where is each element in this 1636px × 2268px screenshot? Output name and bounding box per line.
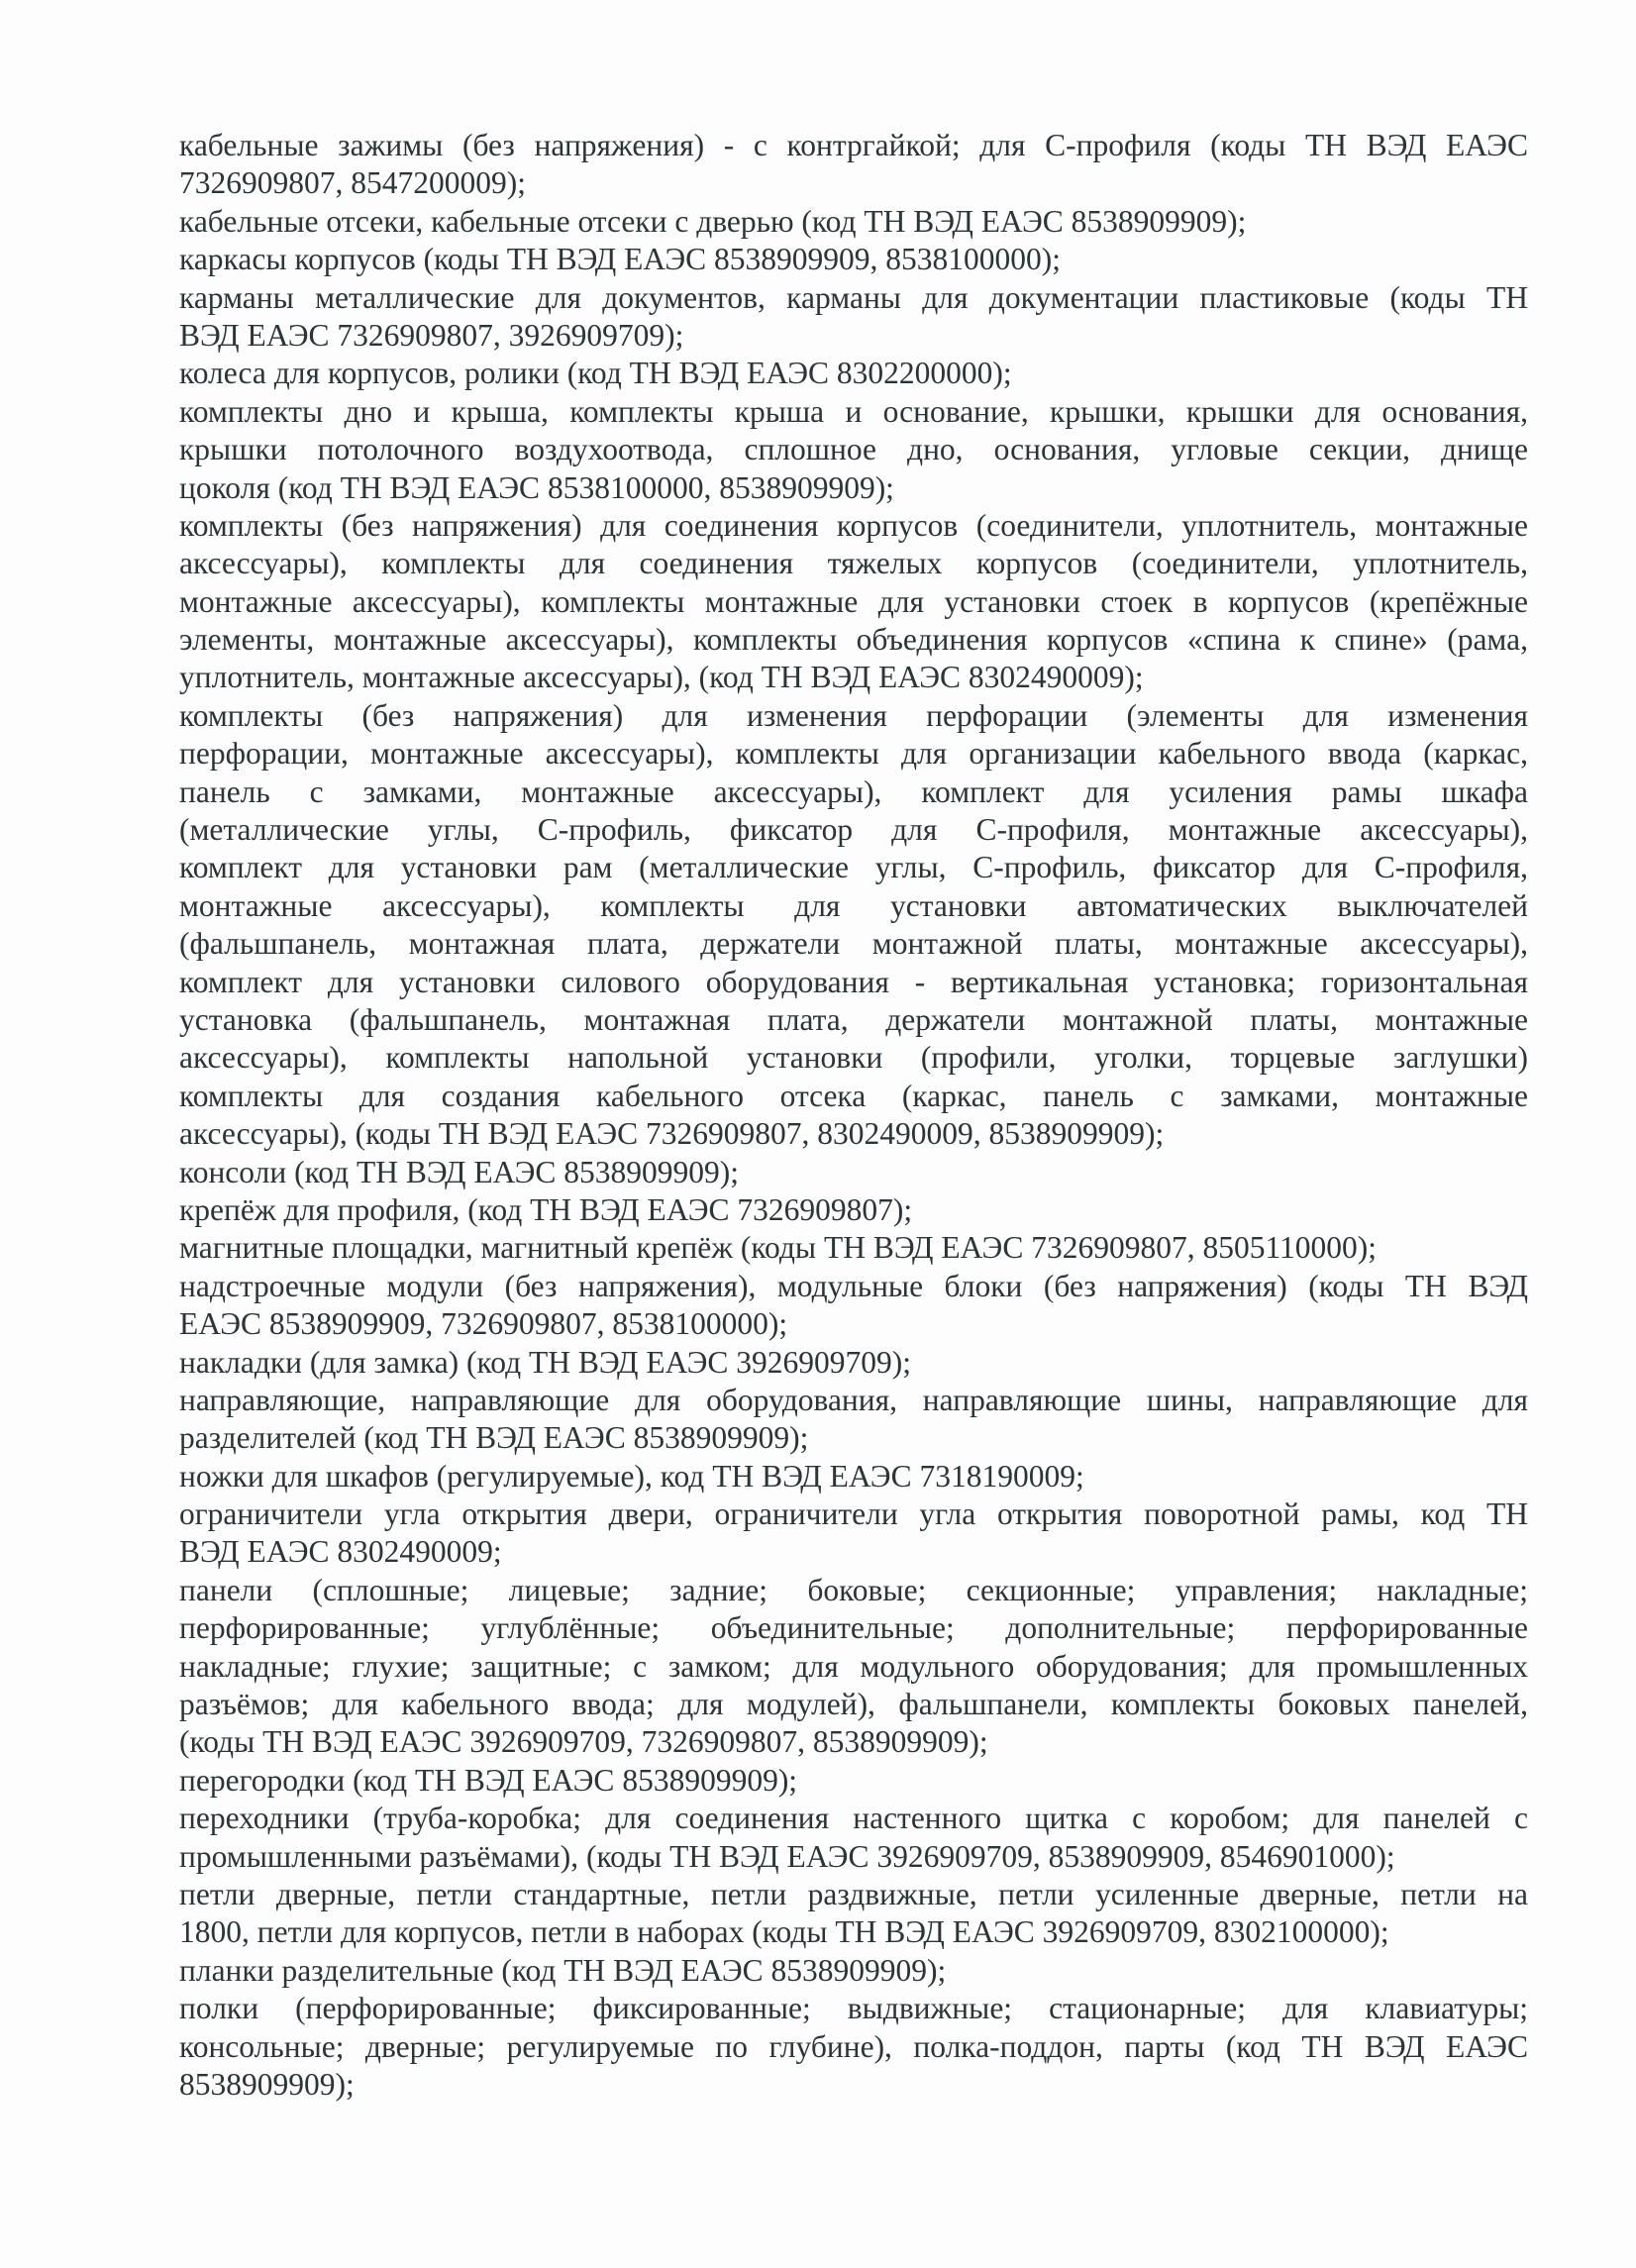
text-line: комплекты (без напряжения) для изменения перфорации (элементы для изменения <box>179 697 1528 733</box>
list-item <box>179 1876 1528 1952</box>
list-item <box>179 1382 1528 1458</box>
text-line: надстроечные модули (без напряжения), модульные блоки (без напряжения) (коды ТН ВЭД <box>179 1268 1528 1303</box>
text-line: разъёмов; для кабельного ввода; для модулей), фальшпанели, комплекты боковых панелей, <box>179 1687 1528 1722</box>
text-line: комплекты дно и крыша, комплекты крыша и основание, крышки, крышки для основания, <box>179 393 1528 429</box>
text-line: комплект для установки рам (металлические углы, С-профиль, фиксатор для С-профиля, <box>179 850 1528 885</box>
text-line: крышки потолочного воздухоотвода, сплошное дно, основания, угловые секции, днище <box>179 432 1528 467</box>
text-line: накладки (для замка) (код ТН ВЭД ЕАЭС 3926909709); <box>179 1344 911 1380</box>
text-line: промышленными разъёмами), (коды ТН ВЭД ЕАЭС 3926909709, 8538909909, 8546901000); <box>179 1838 1395 1874</box>
text-line: перфорации, монтажные аксессуары), комплекты для организации кабельного ввода (каркас, <box>179 736 1528 772</box>
text-line: ВЭД ЕАЭС 8302490009; <box>179 1534 502 1570</box>
text-line: (коды ТН ВЭД ЕАЭС 3926909709, 7326909807, 8538909909); <box>179 1724 988 1760</box>
text-line: аксессуары), комплекты напольной установки (профили, уголки, торцевые заглушки) <box>179 1040 1528 1076</box>
text-line: направляющие, направляющие для оборудования, направляющие шины, направляющие для <box>179 1382 1528 1417</box>
text-line: установка (фальшпанель, монтажная плата, держатели монтажной платы, монтажные <box>179 1001 1528 1037</box>
text-line: колеса для корпусов, ролики (код ТН ВЭД ЕАЭС 8302200000); <box>179 356 1012 391</box>
text-line: ВЭД ЕАЭС 7326909807, 3926909709); <box>179 317 684 353</box>
list-item <box>179 1344 1528 1382</box>
text-line: накладные; глухие; защитные; с замком; для модульного оборудования; для промышленных <box>179 1648 1528 1684</box>
list-item <box>179 1229 1528 1267</box>
text-line: кабельные отсеки, кабельные отсеки с дверью (код ТН ВЭД ЕАЭС 8538909909); <box>179 203 1247 239</box>
list-item <box>179 127 1528 203</box>
text-line: петли дверные, петли стандартные, петли раздвижные, петли усиленные дверные, петли на <box>179 1876 1528 1911</box>
text-line: крепёж для профиля, (код ТН ВЭД ЕАЭС 7326909807); <box>179 1191 913 1227</box>
list-item <box>179 393 1528 507</box>
text-line: планки разделительные (код ТН ВЭД ЕАЭС 8538909909); <box>179 1952 947 1988</box>
text-line: кабельные зажимы (без напряжения) - с контргайкой; для С-профиля (коды ТН ВЭД ЕАЭС <box>179 128 1528 162</box>
text-line: карманы металлические для документов, карманы для документации пластиковые (коды ТН <box>179 279 1528 315</box>
list-item <box>179 203 1528 241</box>
list-item <box>179 1762 1528 1800</box>
text-line: переходники (труба-коробка; для соединения настенного щитка с коробом; для панелей с <box>179 1801 1528 1836</box>
text-line: перфорированные; углублённые; объединительные; дополнительные; перфорированные <box>179 1610 1528 1646</box>
text-line: консольные; дверные; регулируемые по глубине), полка-поддон, парты (код ТН ВЭД ЕАЭС <box>179 2028 1528 2064</box>
list-item <box>179 355 1528 392</box>
list-item <box>179 507 1528 697</box>
text-line: панель с замками, монтажные аксессуары), комплект для усиления рамы шкафа <box>179 773 1528 809</box>
text-line: полки (перфорированные; фиксированные; выдвижные; стационарные; для клавиатуры; <box>179 1991 1528 2026</box>
list-item <box>179 1572 1528 1762</box>
text-line: комплекты для создания кабельного отсека (каркас, панель с замками, монтажные <box>179 1078 1528 1113</box>
text-line: аксессуары), комплекты для соединения тяжелых корпусов (соединители, уплотнитель, <box>179 546 1528 581</box>
list-item <box>179 1268 1528 1344</box>
text-line: перегородки (код ТН ВЭД ЕАЭС 8538909909); <box>179 1762 798 1798</box>
text-line: элементы, монтажные аксессуары), комплекты объединения корпусов «спина к спине» (рама, <box>179 622 1528 658</box>
text-line: ЕАЭС 8538909909, 7326909807, 8538100000); <box>179 1306 788 1342</box>
list-item <box>179 1990 1528 2104</box>
list-item <box>179 241 1528 278</box>
text-line: цоколя (код ТН ВЭД ЕАЭС 8538100000, 8538909909); <box>179 469 894 505</box>
list-item <box>179 1458 1528 1495</box>
text-line: 1800, петли для корпусов, петли в наборах (коды ТН ВЭД ЕАЭС 3926909709, 8302100000); <box>179 1914 1389 1950</box>
list-item <box>179 1154 1528 1191</box>
text-line: каркасы корпусов (коды ТН ВЭД ЕАЭС 8538909909, 8538100000); <box>179 242 1062 277</box>
text-line: магнитные площадки, магнитный крепёж (коды ТН ВЭД ЕАЭС 7326909807, 8505110000); <box>179 1230 1378 1266</box>
text-line: 8538909909); <box>179 2066 355 2102</box>
text-line: ограничители угла открытия двери, ограничители угла открытия поворотной рамы, код ТН <box>179 1496 1528 1532</box>
list-item <box>179 1495 1528 1572</box>
text-line: консоли (код ТН ВЭД ЕАЭС 8538909909); <box>179 1154 740 1189</box>
text-line: комплекты (без напряжения) для соединения корпусов (соединители, уплотнитель, монтажные <box>179 507 1528 543</box>
text-line: (фальшпанель, монтажная плата, держатели монтажной платы, монтажные аксессуары), <box>179 926 1528 962</box>
text-line: 7326909807, 8547200009); <box>179 165 526 201</box>
text-line: панели (сплошные; лицевые; задние; боковые; секционные; управления; накладные; <box>179 1572 1528 1607</box>
list-item <box>179 697 1528 1154</box>
list-item <box>179 1191 1528 1229</box>
text-line: разделителей (код ТН ВЭД ЕАЭС 8538909909); <box>179 1420 809 1456</box>
text-line: монтажные аксессуары), комплекты монтажные для установки стоек в корпусов (крепёжные <box>179 583 1528 619</box>
document-body <box>179 127 1528 2104</box>
list-item <box>179 1800 1528 1876</box>
text-line: уплотнитель, монтажные аксессуары), (код ТН ВЭД ЕАЭС 8302490009); <box>179 660 1144 695</box>
text-line: монтажные аксессуары), комплекты для установки автоматических выключателей <box>179 887 1528 923</box>
list-item <box>179 1952 1528 1990</box>
text-line: (металлические углы, С-профиль, фиксатор для С-профиля, монтажные аксессуары), <box>179 812 1528 848</box>
text-line: аксессуары), (коды ТН ВЭД ЕАЭС 7326909807, 8302490009, 8538909909); <box>179 1116 1165 1152</box>
list-item <box>179 279 1528 356</box>
text-line: ножки для шкафов (регулируемые), код ТН ВЭД ЕАЭС 7318190009; <box>179 1458 1084 1494</box>
text-line: комплект для установки силового оборудования - вертикальная установка; горизонтальная <box>179 964 1528 999</box>
